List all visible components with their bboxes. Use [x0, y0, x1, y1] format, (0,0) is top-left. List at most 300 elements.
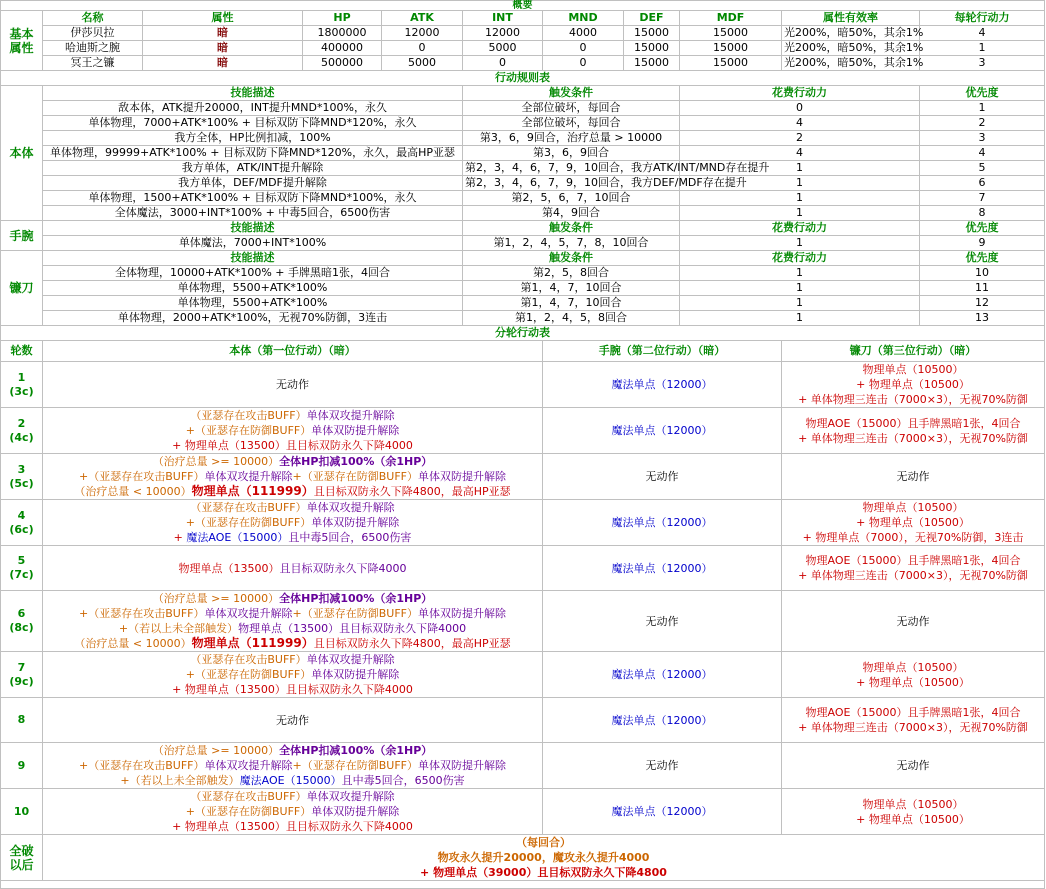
table-cell: 12000: [382, 26, 463, 41]
action-line: [45, 804, 540, 819]
action-text: （亚瑟存在攻击BUFF）: [190, 501, 307, 514]
action-line: [784, 614, 1042, 629]
table-cell: 第1，4，7，10回合: [463, 296, 680, 311]
table-cell: 15000: [680, 56, 782, 71]
table-cell: 暗: [143, 26, 303, 41]
action-text: （亚瑟存在攻击BUFF）: [190, 790, 307, 803]
action-text: 物理单点（10500）: [862, 660, 964, 674]
table-cell: 15000: [624, 26, 680, 41]
table-row: [1, 281, 1045, 296]
table-cell: 3: [920, 56, 1045, 71]
table-cell: 光200%，暗50%，其余1%: [782, 26, 920, 41]
action-text: + 单体物理三连击（7000×3），无视70%防御: [798, 431, 1028, 445]
action-text: （治疗总量 >= 10000）: [152, 744, 280, 757]
action-line: [784, 660, 1042, 675]
main-body-action: [43, 500, 543, 546]
group-label: 本体: [1, 86, 43, 221]
table-cell: 冥王之镰: [43, 56, 143, 71]
wrist-action: [543, 743, 782, 789]
main-body-action: [43, 652, 543, 698]
action-text: + 单体物理三连击（7000×3），无视70%防御: [798, 721, 1028, 734]
group-label: 手腕: [1, 221, 43, 251]
table-cell: 1: [680, 161, 920, 176]
table-row: [1, 408, 1045, 454]
scythe-action: [782, 698, 1045, 743]
scythe-action: [782, 362, 1045, 408]
scythe-action: [782, 789, 1045, 835]
action-line: [784, 553, 1042, 568]
action-text: + 单体物理三连击（7000×3），无视70%防御: [798, 569, 1028, 582]
table-cell: 第1，4，7，10回合: [463, 281, 680, 296]
action-text: 全体HP扣减100%（余1HP）: [279, 592, 433, 605]
table-cell: 单体魔法，7000+INT*100%: [43, 236, 463, 251]
table-cell: 1: [680, 191, 920, 206]
action-text: 单体双攻提升解除: [306, 409, 395, 422]
scythe-action: [782, 591, 1045, 652]
action-text: 无动作: [645, 470, 679, 483]
action-text: 物理单点（111999）: [191, 484, 314, 498]
table-row: [1, 591, 1045, 652]
table-row: [1, 41, 1045, 56]
turn-cost: (5c): [9, 476, 34, 490]
action-line: [545, 758, 779, 773]
action-line: [45, 606, 540, 621]
action-text: 物理AOE（15000）且手牌黑暗1张，4回合: [805, 706, 1021, 719]
column-header: 花费行动力: [680, 86, 920, 101]
table-row: [1, 881, 1045, 889]
action-text: （治疗总量 < 10000）: [74, 637, 192, 650]
turn-number: [1, 362, 43, 408]
table-cell: 单体物理，5500+ATK*100%: [43, 281, 463, 296]
column-header: 优先度: [920, 86, 1045, 101]
table-cell: 15000: [624, 56, 680, 71]
turn-index: 7: [17, 660, 26, 674]
wrist-action: [543, 408, 782, 454]
action-line: [545, 515, 779, 530]
action-text: 无动作: [276, 713, 309, 727]
table-cell: 5000: [382, 56, 463, 71]
turn-index: 9: [17, 758, 26, 772]
turn-number: [1, 743, 43, 789]
action-text: 物理AOE（15000）且手牌黑暗1张，4回合: [805, 416, 1021, 430]
action-text: 单体双攻提升解除: [306, 501, 395, 514]
action-line: [45, 500, 540, 515]
turn-index: 2: [17, 416, 26, 430]
action-text: +（亚瑟存在防御BUFF）: [292, 759, 418, 772]
action-text: 魔法单点（12000）: [611, 668, 713, 681]
column-header: 手腕（第二位行动）（暗）: [543, 341, 782, 362]
action-text: 且目标双防永久下降4800，最高HP亚瑟: [313, 485, 511, 498]
column-header: MND: [543, 11, 624, 26]
table-row: [1, 146, 1045, 161]
action-text: 物攻永久提升20000，魔攻永久提升4000: [437, 851, 650, 864]
table-cell: 400000: [303, 41, 382, 56]
action-text: 单体双攻提升解除: [204, 470, 293, 483]
turn-number: [1, 500, 43, 546]
table-cell: 0: [543, 41, 624, 56]
action-text: 魔法单点（12000）: [611, 713, 713, 727]
table-row: [1, 266, 1045, 281]
action-text: 无动作: [276, 378, 309, 391]
main-body-action: [43, 743, 543, 789]
action-line: [784, 758, 1042, 773]
action-text: （亚瑟存在攻击BUFF）: [190, 653, 307, 666]
table-row: [1, 26, 1045, 41]
table-cell: 单体物理，1500+ATK*100% + 目标双防下降MND*100%，永久: [43, 191, 463, 206]
table-cell: 暗: [143, 41, 303, 56]
table-row: [1, 206, 1045, 221]
column-header: 本体（第一位行动）（暗）: [43, 341, 543, 362]
action-line: [784, 675, 1042, 690]
action-line: [45, 621, 540, 636]
action-text: 全体HP扣减100%（余1HP）: [279, 744, 433, 757]
table-cell: 全部位破坏，每回合: [463, 116, 680, 131]
table-cell: 15000: [624, 41, 680, 56]
action-text: 且中毒5回合，6500伤害: [341, 774, 465, 787]
column-header: 优先度: [920, 251, 1045, 266]
turn-cost: (3c): [9, 384, 34, 398]
action-text: （治疗总量 >= 10000）: [152, 455, 280, 468]
action-text: 单体双攻提升解除: [306, 790, 395, 803]
table-cell: 0: [543, 56, 624, 71]
column-header: ATK: [382, 11, 463, 26]
table-cell: 1: [680, 206, 920, 221]
table-cell: 我方单体，ATK/INT提升解除: [43, 161, 463, 176]
turn-number: [1, 408, 43, 454]
table-row: [1, 743, 1045, 789]
wrist-action: [543, 362, 782, 408]
action-text: （治疗总量 < 10000）: [74, 485, 192, 498]
column-header: 属性有效率: [782, 11, 920, 26]
table-cell: 单体物理，5500+ATK*100%: [43, 296, 463, 311]
action-line: [45, 713, 540, 728]
table-cell: 第1，2，4，5，7，8，10回合: [463, 236, 680, 251]
action-text: + 物理单点（13500）且目标双防永久下降4000: [172, 439, 413, 452]
action-text: 无动作: [645, 614, 679, 628]
action-text: +（亚瑟存在攻击BUFF）: [79, 470, 205, 483]
action-text: +（若以上未全部触发）: [118, 622, 239, 635]
table-cell: 全体物理，10000+ATK*100% + 手牌黑暗1张，4回合: [43, 266, 463, 281]
table-row: [1, 1, 1045, 11]
table-row: [1, 131, 1045, 146]
action-line: [784, 500, 1042, 515]
table-cell: 1: [920, 41, 1045, 56]
table-row: [1, 11, 1045, 26]
column-header: 镰刀（第三位行动）（暗）: [782, 341, 1045, 362]
scythe-action: [782, 500, 1045, 546]
wrist-action: [543, 591, 782, 652]
action-text: +（亚瑟存在攻击BUFF）: [79, 759, 205, 772]
turn-number: [1, 652, 43, 698]
table-cell: 第2，5，8回合: [463, 266, 680, 281]
action-text: 物理单点（13500）: [178, 561, 280, 575]
table-row: [1, 789, 1045, 835]
action-line: [45, 667, 540, 682]
side-label: 基本 属性: [1, 11, 43, 71]
table-cell: 第2，5，6，7，10回合: [463, 191, 680, 206]
action-text: + 物理单点（10500）: [856, 516, 970, 529]
table-cell: 全部位破坏，每回合: [463, 101, 680, 116]
action-line: [45, 515, 540, 530]
column-header: 触发条件: [463, 86, 680, 101]
column-header: DEF: [624, 11, 680, 26]
action-text: + 物理单点（13500）且目标双防永久下降4000: [172, 820, 413, 833]
table-row: [1, 101, 1045, 116]
action-line: [45, 773, 540, 788]
action-line: [784, 392, 1042, 407]
column-header: 触发条件: [463, 251, 680, 266]
action-text: 物理单点（10500）: [862, 797, 964, 811]
turn-index: 5: [17, 554, 26, 567]
action-line: [545, 423, 779, 438]
action-text: 物理单点（10500）: [862, 501, 964, 514]
section-title: 分轮行动表: [1, 326, 1045, 341]
turn-number: [1, 698, 43, 743]
table-cell: 4: [680, 146, 920, 161]
main-body-action: [43, 789, 543, 835]
action-line: [45, 530, 540, 545]
column-header: 属性: [143, 11, 303, 26]
table-row: [1, 652, 1045, 698]
action-text: 单体双防提升解除: [311, 805, 400, 818]
wrist-action: [543, 454, 782, 500]
table-cell: 3: [920, 131, 1045, 146]
table-cell: 全体魔法，3000+INT*100% + 中毒5回合，6500伤害: [43, 206, 463, 221]
table-cell: 单体物理，99999+ATK*100% + 目标双防下降MND*120%，永久，最高HP亚瑟: [43, 146, 463, 161]
action-text: 物理单点（13500）且目标双防永久下降4000: [238, 622, 467, 635]
wrist-action: [543, 546, 782, 591]
action-line: [45, 636, 540, 651]
action-text: + 物理单点（13500）且目标双防永久下降4000: [172, 683, 413, 696]
table-cell: 4: [680, 116, 920, 131]
action-line: [45, 469, 540, 484]
turn-index: 6: [17, 607, 26, 620]
column-header: INT: [463, 11, 543, 26]
action-line: [784, 705, 1042, 720]
table-cell: 第4，9回合: [463, 206, 680, 221]
wrist-action: [543, 789, 782, 835]
table-row: [1, 236, 1045, 251]
wrist-action: [543, 698, 782, 743]
column-header: 技能描述: [43, 221, 463, 236]
table-row: [1, 296, 1045, 311]
action-text: 单体双防提升解除: [417, 607, 506, 620]
scythe-action: [782, 743, 1045, 789]
main-body-action: [43, 546, 543, 591]
table-row: [1, 176, 1045, 191]
action-line: [784, 515, 1042, 530]
table-cell: 0: [382, 41, 463, 56]
action-line: [784, 812, 1042, 827]
table-cell: 第3，6，9回合，治疗总量 > 10000: [463, 131, 680, 146]
action-text: 无动作: [645, 759, 679, 772]
action-line: [545, 469, 779, 484]
table-cell: 5: [920, 161, 1045, 176]
table-row: [1, 454, 1045, 500]
turn-index: 3: [17, 462, 26, 476]
main-body-action: [43, 408, 543, 454]
action-text: + 物理单点（10500）: [856, 812, 970, 826]
table-row: [1, 251, 1045, 266]
action-text: +（亚瑟存在防御BUFF）: [292, 470, 418, 483]
action-line: [784, 530, 1042, 545]
table-cell: 哈迪斯之腕: [43, 41, 143, 56]
action-text: 单体双防提升解除: [311, 516, 400, 529]
turn-cost: (9c): [9, 674, 34, 688]
column-header: 触发条件: [463, 221, 680, 236]
action-text: +（亚瑟存在防御BUFF）: [185, 516, 312, 529]
action-text: 单体双攻提升解除: [204, 759, 293, 772]
table-row: [1, 341, 1045, 362]
table-row: [1, 116, 1045, 131]
table-cell: 单体物理，7000+ATK*100% + 目标双防下降MND*120%，永久: [43, 116, 463, 131]
table-cell: 7: [920, 191, 1045, 206]
action-line: [45, 819, 540, 834]
action-line: [45, 377, 540, 392]
table-cell: 15000: [680, 41, 782, 56]
turn-cost: (8c): [9, 621, 34, 634]
table-cell: 9: [920, 236, 1045, 251]
table-cell: 4000: [543, 26, 624, 41]
action-text: 魔法AOE（15000）: [239, 774, 342, 787]
action-text: 魔法单点（12000）: [611, 561, 713, 575]
table-row: [1, 86, 1045, 101]
column-header: 优先度: [920, 221, 1045, 236]
action-line: [545, 804, 779, 819]
action-line: [45, 743, 540, 758]
table-row: [1, 71, 1045, 86]
action-line: [545, 713, 779, 728]
action-line: [45, 484, 540, 499]
turn-cost: (6c): [9, 522, 34, 536]
table-cell: 4: [920, 26, 1045, 41]
action-text: +（亚瑟存在防御BUFF）: [185, 805, 312, 818]
table-row: [1, 546, 1045, 591]
table-cell: 敌本体，ATK提升20000，INT提升MND*100%，永久: [43, 101, 463, 116]
scythe-action: [782, 546, 1045, 591]
action-line: [784, 362, 1042, 377]
table-cell: 光200%，暗50%，其余1%: [782, 56, 920, 71]
action-text: 全体HP扣减100%（余1HP）: [279, 455, 433, 468]
action-text: 魔法单点（12000）: [611, 516, 713, 529]
spacer-cell: [1, 881, 1045, 889]
wrist-action: [543, 652, 782, 698]
action-line: [545, 667, 779, 682]
table-cell: 第2，3，4，6，7，9，10回合，我方DEF/MDF存在提升: [463, 176, 680, 191]
action-text: 且目标双防永久下降4000: [279, 561, 407, 575]
action-line: [784, 469, 1042, 484]
table-cell: 5000: [463, 41, 543, 56]
table-cell: 13: [920, 311, 1045, 326]
action-line: [45, 789, 540, 804]
table-cell: 1: [680, 296, 920, 311]
table-cell: 0: [463, 56, 543, 71]
turn-number: [1, 454, 43, 500]
action-line: [545, 377, 779, 392]
action-text: （每回合）: [516, 836, 571, 849]
table-cell: 12000: [463, 26, 543, 41]
action-text: + 物理单点（10500）: [856, 675, 970, 689]
action-text: +（若以上未全部触发）: [120, 774, 240, 787]
column-header: 名称: [43, 11, 143, 26]
table-cell: 6: [920, 176, 1045, 191]
turn-number: [1, 546, 43, 591]
table-cell: 12: [920, 296, 1045, 311]
action-line: [45, 423, 540, 438]
action-text: 物理单点（111999）: [191, 636, 314, 650]
action-text: 无动作: [896, 470, 930, 483]
action-line: [45, 758, 540, 773]
main-body-action: [43, 362, 543, 408]
action-text: 单体双攻提升解除: [306, 653, 395, 666]
column-header: 轮数: [1, 341, 43, 362]
table-cell: 4: [920, 146, 1045, 161]
group-label: 镰刀: [1, 251, 43, 326]
scythe-action: [782, 454, 1045, 500]
action-line: [45, 454, 540, 469]
action-line: [45, 865, 1042, 880]
table-cell: 500000: [303, 56, 382, 71]
action-text: + 物理单点（10500）: [856, 378, 970, 391]
action-text: （治疗总量 >= 10000）: [152, 592, 280, 605]
turn-index: 10: [13, 804, 30, 818]
action-text: 单体双防提升解除: [311, 668, 400, 681]
table-cell: 光200%，暗50%，其余1%: [782, 41, 920, 56]
table-cell: 8: [920, 206, 1045, 221]
column-header: 技能描述: [43, 251, 463, 266]
table-cell: 1: [680, 311, 920, 326]
column-header: 花费行动力: [680, 221, 920, 236]
table-cell: 1: [680, 176, 920, 191]
table-cell: 第2，3，4，6，7，9，10回合，我方ATK/INT/MND存在提升: [463, 161, 680, 176]
table-cell: 2: [680, 131, 920, 146]
action-text: 单体双防提升解除: [417, 759, 506, 772]
table-cell: 我方单体，DEF/MDF提升解除: [43, 176, 463, 191]
table-row: [1, 191, 1045, 206]
table-row: [1, 161, 1045, 176]
action-line: [45, 561, 540, 576]
scythe-action: [782, 652, 1045, 698]
table-row: [1, 221, 1045, 236]
action-line: [45, 438, 540, 453]
action-text: +: [173, 531, 187, 544]
action-line: [784, 720, 1042, 735]
action-line: [45, 682, 540, 697]
table-row: [1, 311, 1045, 326]
table-cell: 1: [680, 236, 920, 251]
table-cell: 2: [920, 116, 1045, 131]
action-text: 且目标双防永久下降4800，最高HP亚瑟: [313, 637, 511, 650]
section-title: 行动规则表: [1, 71, 1045, 86]
table-row: [1, 362, 1045, 408]
action-text: 魔法AOE（15000）: [186, 531, 289, 544]
action-line: [45, 850, 1042, 865]
action-text: +（亚瑟存在攻击BUFF）: [79, 607, 205, 620]
turn-cost: (7c): [9, 568, 34, 581]
action-text: +（亚瑟存在防御BUFF）: [185, 668, 312, 681]
table-cell: 1800000: [303, 26, 382, 41]
action-text: + 物理单点（7000），无视70%防御，3连击: [802, 531, 1024, 544]
wrist-action: [543, 500, 782, 546]
action-text: （亚瑟存在攻击BUFF）: [190, 409, 307, 422]
table-cell: 1: [920, 101, 1045, 116]
action-line: [784, 568, 1042, 583]
table-cell: 10: [920, 266, 1045, 281]
action-line: [784, 377, 1042, 392]
column-header: 每轮行动力: [920, 11, 1045, 26]
table-row: [1, 326, 1045, 341]
main-body-action: [43, 454, 543, 500]
